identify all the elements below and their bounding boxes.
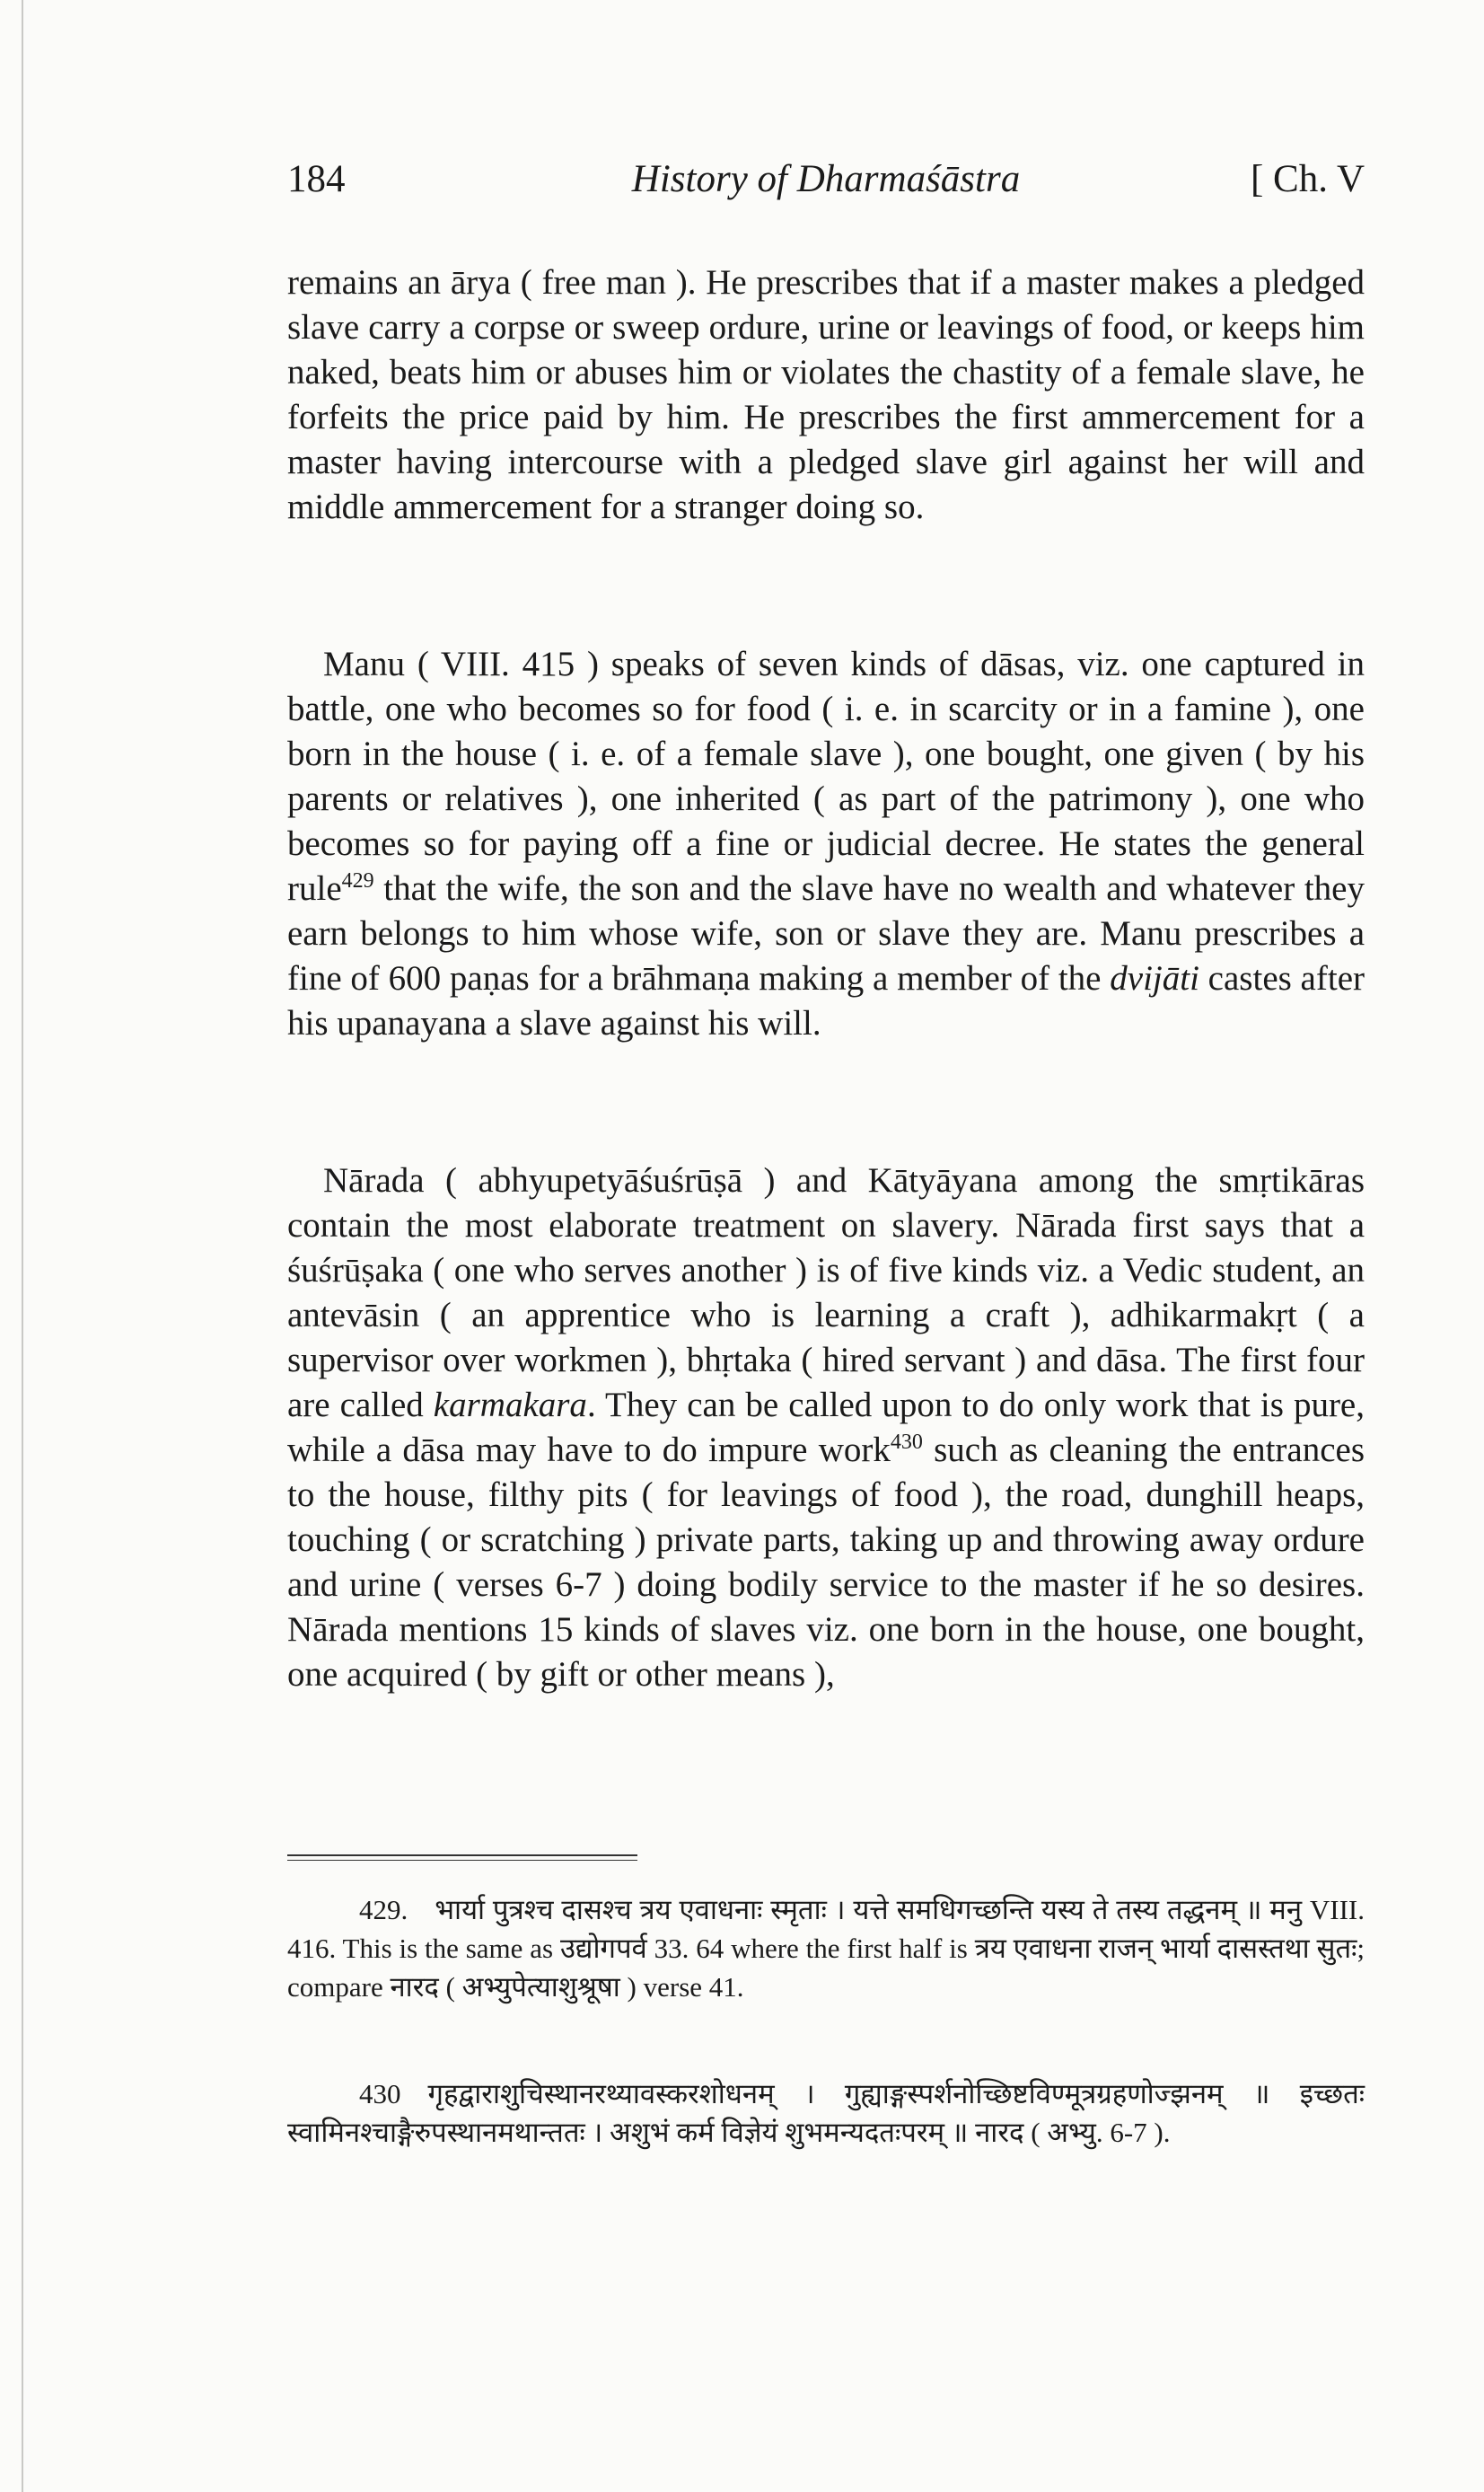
paragraph-3-text-b: . They can be called upon to do only work that is pure, while a dāsa may have to do impure work: [287, 1386, 1365, 1469]
footnote-429-number: 429.: [359, 1894, 408, 1925]
book-title: History of Dharmaśāstra: [631, 158, 1021, 200]
paragraph-2: [287, 642, 1365, 1046]
footnote-ref-429: 429: [341, 869, 374, 893]
paragraph-3-text-c: such as cleaning the entrances to the house, filthy pits ( for leavings of food ), the road, dunghill heaps, touching ( or scratching ) private parts, taking up and throwing away ordure and urine ( verses 6-7 ) doing bodily service to the master if he so desires. Nārada mentions 15 kinds of slaves viz. one born in the house, one bought, one acquired ( by gift or other means ),: [287, 1431, 1365, 1694]
footnote-430-number: 430: [359, 2078, 401, 2109]
footnote-429-text: भार्या पुत्रश्च दासश्च त्रय एवाधनाः स्मृताः । यत्ते समधिगच्छन्ति यस्य ते तस्य तद्धनम् ॥ मनु VIII. 416. This is the same as उद्योगपर्व 33. 64 where the first half is त्रय एवाधना राजन् भार्या दासस्तथा सुतः; compare नारद ( अभ्युपेत्याशुश्रूषा ) verse 41.: [287, 1894, 1365, 2003]
paragraph-2-text-c: castes after his upanayana a slave against his will.: [287, 959, 1365, 1043]
footnote-divider: [287, 1854, 637, 1861]
paragraph-1-text: remains an ārya ( free man ). He prescribes that if a master makes a pledged slave carry a corpse or sweep ordure, urine or leavings of food, or keeps him naked, beats him or abuses him or violates the chastity of a female slave, he forfeits the price paid by him. He prescribes the first ammercement for a master having intercourse with a pledged slave girl against her will and middle ammercement for a stranger doing so.: [287, 263, 1365, 526]
paragraph-2-text-b: that the wife, the son and the slave have no wealth and whatever they earn belongs to him whose wife, son or slave they are. Manu prescribes a fine of 600 paṇas for a brāhmaṇa making a member of the: [287, 869, 1365, 998]
paragraph-1: [287, 260, 1365, 530]
paragraph-3-italic: karmakara: [433, 1386, 587, 1424]
running-header: [287, 157, 1365, 211]
page-number: 184: [287, 158, 346, 200]
footnote-430-text: गृहद्वाराशुचिस्थानरथ्यावस्करशोधनम् । गुह्याङ्गस्पर्शनोच्छिष्टविण्मूत्रग्रहणोज्झनम् ॥ इच्छतः स्वामिनश्चाङ्गैरुपस्थानमथान्ततः । अशुभं कर्म विज्ञेयं शुभमन्यदतःपरम् ॥ नारद ( अभ्यु. 6-7 ).: [287, 2078, 1365, 2148]
footnote-429: [287, 1890, 1365, 2006]
footnote-430: [287, 2074, 1365, 2152]
chapter-label: [ Ch. V: [1250, 158, 1365, 200]
paragraph-3-text-a: Nārada ( abhyupetyāśuśrūṣā ) and Kātyāyana among the smṛtikāras contain the most elaborate treatment on slavery. Nārada first says that a śuśrūṣaka ( one who serves another ) is of five kinds viz. a Vedic student, an antevāsin ( an apprentice who is learning a craft ), adhikarmakṛt ( a supervisor over workmen ), bhṛtaka ( hired servant ) and dāsa. The first four are called: [287, 1161, 1365, 1424]
footnote-ref-430: 430: [890, 1431, 923, 1454]
paragraph-2-text-a: Manu ( VIII. 415 ) speaks of seven kinds of dāsas, viz. one captured in battle, one who becomes so for food ( i. e. in scarcity or in a famine ), one born in the house ( i. e. of a female slave ), one bought, one given ( by his parents or relatives ), one inherited ( as part of the patrimony ), one who becomes so for paying off a fine or judicial decree. He states the general rule: [287, 645, 1365, 908]
paragraph-2-italic: dvijāti: [1110, 959, 1199, 998]
paragraph-3: [287, 1158, 1365, 1697]
page-margin-line: [22, 0, 23, 2492]
